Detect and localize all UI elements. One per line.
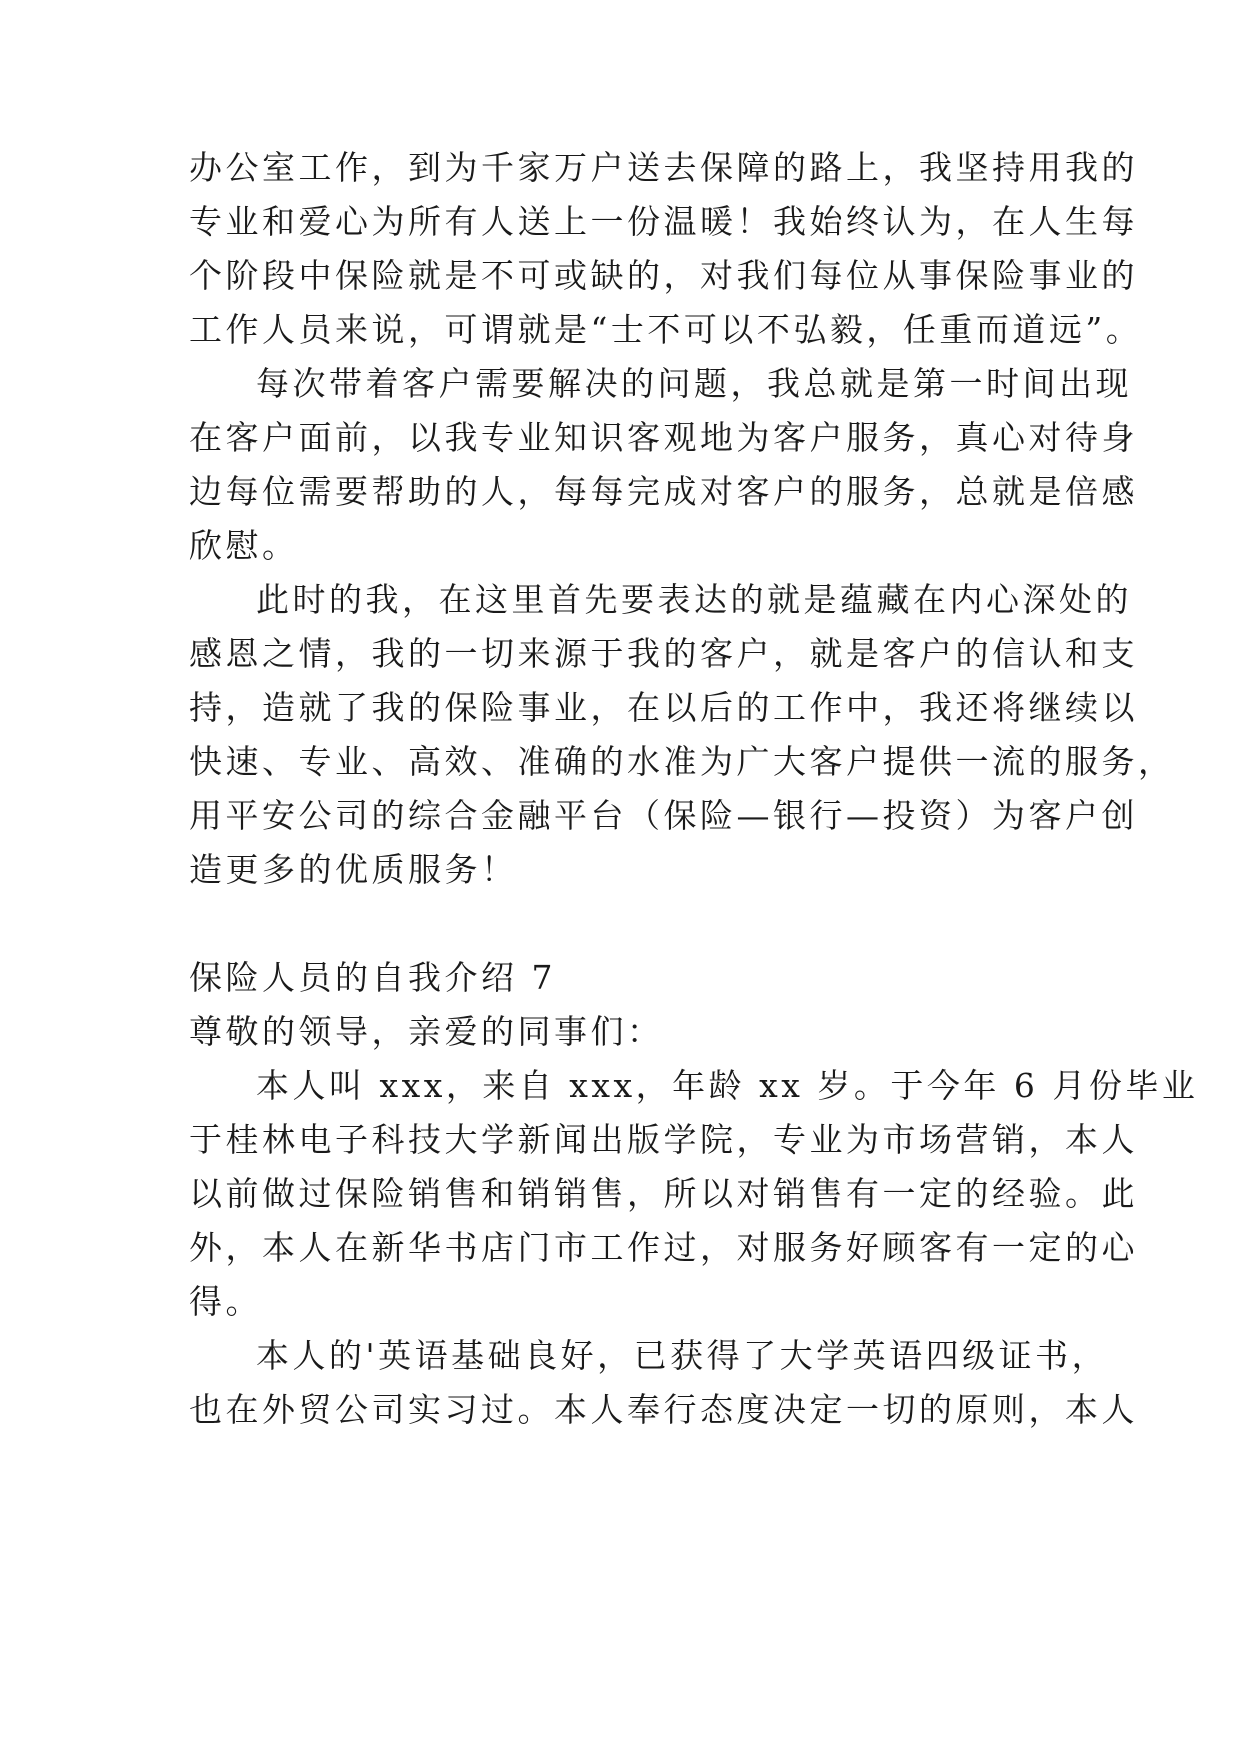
paragraph-3-line-6: 造更多的优质服务！ bbox=[189, 850, 518, 889]
paragraph-2-line-3: 边每位需要帮助的人，每每完成对客户的服务，总就是倍感 bbox=[189, 472, 1138, 511]
paragraph-1-line-2: 专业和爱心为所有人送上一份温暖！我始终认为，在人生每 bbox=[189, 202, 1138, 241]
paragraph-1-line-3: 个阶段中保险就是不可或缺的，对我们每位从事保险事业的 bbox=[189, 256, 1138, 295]
section-paragraph-1-line-4: 外，本人在新华书店门市工作过，对服务好顾客有一定的心 bbox=[189, 1228, 1138, 1267]
salutation: 尊敬的领导，亲爱的同事们： bbox=[189, 1012, 664, 1051]
section-paragraph-1-line-2: 于桂林电子科技大学新闻出版学院，专业为市场营销，本人 bbox=[189, 1120, 1138, 1159]
paragraph-1-line-1: 办公室工作，到为千家万户送去保障的路上，我坚持用我的 bbox=[189, 148, 1138, 187]
paragraph-2-line-2: 在客户面前，以我专业知识客观地为客户服务，真心对待身 bbox=[189, 418, 1138, 457]
section-paragraph-1-line-5: 得。 bbox=[189, 1282, 262, 1321]
paragraph-2-line-4: 欣慰。 bbox=[189, 526, 299, 565]
paragraph-3-line-1: 此时的我，在这里首先要表达的就是蕴藏在内心深处的 bbox=[256, 580, 1132, 619]
section-paragraph-2-line-1: 本人的'英语基础良好，已获得了大学英语四级证书， bbox=[256, 1336, 1109, 1375]
paragraph-3-line-3: 持，造就了我的保险事业，在以后的工作中，我还将继续以 bbox=[189, 688, 1138, 727]
paragraph-1-line-4: 工作人员来说，可谓就是“士不可以不弘毅，任重而道远”。 bbox=[189, 310, 1143, 349]
section-paragraph-2-line-2: 也在外贸公司实习过。本人奉行态度决定一切的原则，本人 bbox=[189, 1390, 1138, 1429]
paragraph-3-line-4: 快速、专业、高效、准确的水准为广大客户提供一流的服务， bbox=[189, 742, 1175, 781]
section-heading: 保险人员的自我介绍 7 bbox=[189, 958, 556, 997]
section-paragraph-1-line-3: 以前做过保险销售和销销售，所以对销售有一定的经验。此 bbox=[189, 1174, 1138, 1213]
paragraph-3-line-2: 感恩之情，我的一切来源于我的客户，就是客户的信认和支 bbox=[189, 634, 1138, 673]
section-paragraph-1-line-1: 本人叫 xxx，来自 xxx，年龄 xx 岁。于今年 6 月份毕业 bbox=[256, 1066, 1199, 1105]
paragraph-2-line-1: 每次带着客户需要解决的问题，我总就是第一时间出现 bbox=[256, 364, 1132, 403]
paragraph-3-line-5: 用平安公司的综合金融平台（保险—银行—投资）为客户创 bbox=[189, 796, 1138, 835]
